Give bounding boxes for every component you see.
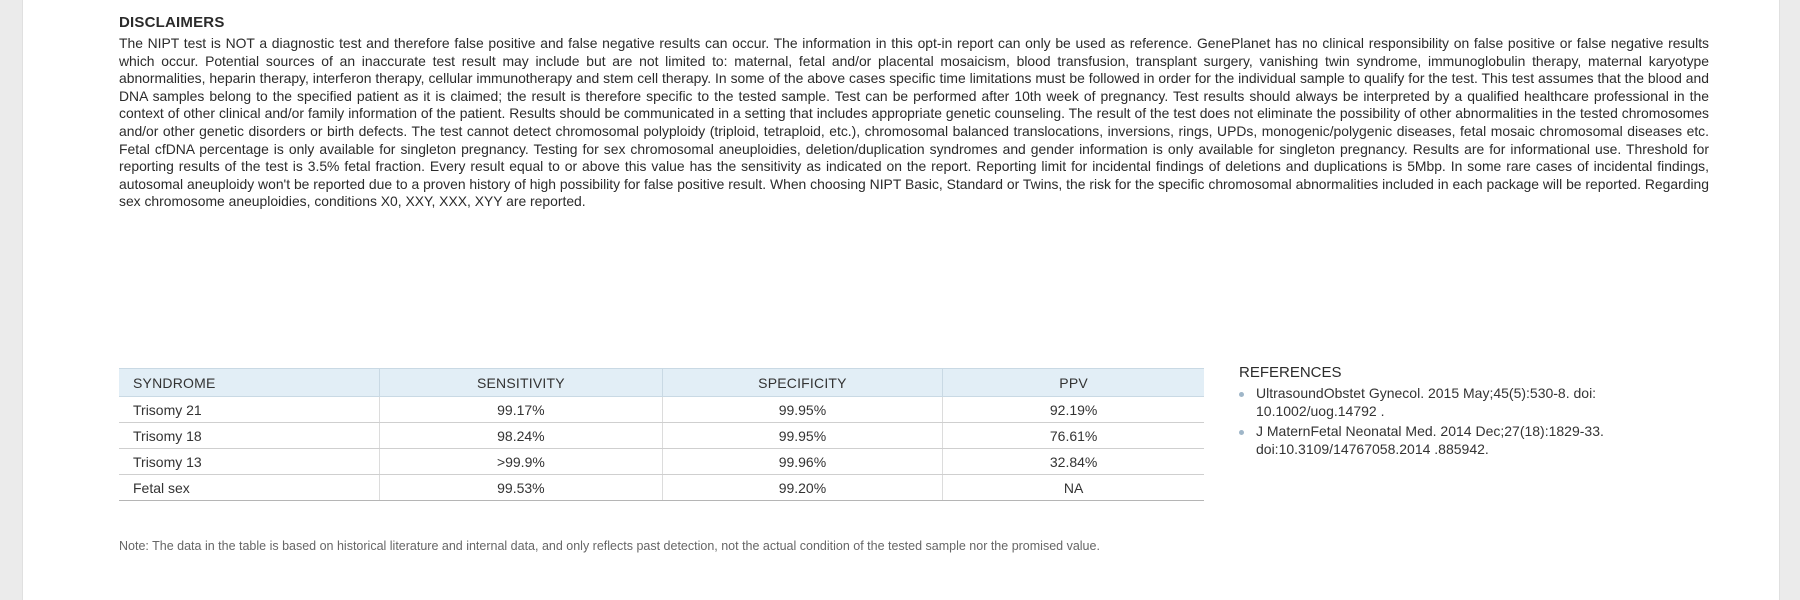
cell-specificity: 99.96% — [662, 449, 943, 475]
cell-syndrome: Trisomy 21 — [119, 397, 380, 423]
header-specificity: SPECIFICITY — [662, 369, 943, 397]
cell-ppv: 32.84% — [943, 449, 1204, 475]
cell-sensitivity: 98.24% — [380, 423, 663, 449]
header-syndrome: SYNDROME — [119, 369, 380, 397]
bullet-dot-icon — [1239, 392, 1244, 397]
cell-sensitivity: >99.9% — [380, 449, 663, 475]
references-list — [1239, 385, 1709, 458]
bullet-dot-icon — [1239, 430, 1244, 435]
cell-sensitivity: 99.17% — [380, 397, 663, 423]
header-sensitivity: SENSITIVITY — [380, 369, 663, 397]
cell-ppv: 76.61% — [943, 423, 1204, 449]
report-content — [119, 14, 1709, 553]
header-ppv: PPV — [943, 369, 1204, 397]
table-row — [119, 423, 1204, 449]
cell-specificity: 99.95% — [662, 423, 943, 449]
cell-ppv: 92.19% — [943, 397, 1204, 423]
reference-item — [1239, 423, 1709, 458]
table-row — [119, 397, 1204, 423]
cell-ppv: NA — [943, 475, 1204, 501]
disclaimers-heading: DISCLAIMERS — [119, 14, 225, 31]
cell-syndrome: Trisomy 13 — [119, 449, 380, 475]
table-row — [119, 475, 1204, 501]
table-note: Note: The data in the table is based on historical literature and internal data, and only reflects past detection, not the actual condition of the tested sample nor the promised value. — [119, 539, 1100, 553]
cell-syndrome: Trisomy 18 — [119, 423, 380, 449]
report-page — [22, 0, 1780, 600]
reference-text: UltrasoundObstet Gynecol. 2015 May;45(5):530-8. doi: 10.1002/uog.14792 . — [1256, 385, 1597, 419]
performance-table — [119, 368, 1204, 501]
cell-syndrome: Fetal sex — [119, 475, 380, 501]
reference-item — [1239, 385, 1709, 420]
references-heading: REFERENCES — [1239, 364, 1342, 381]
disclaimers-text: The NIPT test is NOT a diagnostic test and therefore false positive and false negative results can occur. The information in this opt-in report can only be used as reference. GenePlanet has no clinical responsibility on false positive or false negative results which occur. Potential sources of an inaccurate test result may include but are not limited to: maternal, fetal and/or placental mosaicism, blood transfusion, transplant surgery, vanishing twin syndrome, immunoglobulin therapy, maternal karyotype abnormalities, heparin therapy, interferon therapy, cellular immunotherapy and stem cell therapy. In some of the above cases specific time limitations must be followed in order for the individual sample to qualify for the test. This test assumes that the blood and DNA samples belong to the specified patient as it is claimed; the result is therefore specific to the tested sample. Test can be performed after 10th week of pregnancy. Test results should always be interpreted by a qualified healthcare professional in the context of other clinical and/or family information of the patient. Results should be communicated in a setting that includes appropriate genetic counseling. The result of the test does not eliminate the possibility of other abnormalities in the tested chromosomes and/or other genetic disorders or birth defects. The test cannot detect chromosomal polyploidy (triploid, tetraploid, etc.), chromosomal balanced translocations, inversions, rings, UPDs, monogenic/polygenic diseases, fetal mosaic chromosomal diseases etc. Fetal cfDNA percentage is only available for singleton pregnancy. Testing for sex chromosomal aneuploidies, deletion/duplication syndromes and gender information is only available for singleton pregnancy. Results are for informational use. Threshold for reporting results of the test is 3.5% fetal fraction. Every result equal to or above this value has the sensitivity as indicated on the report. Reporting limit for incidental findings of deletions and duplications is 5Mbp. In some rare cases of incidental findings, autosomal aneuploidy won't be reported due to a proven history of high possibility for false positive result. When choosing NIPT Basic, Standard or Twins, the risk for the specific chromosomal abnormalities included in each package will be reported. Regarding sex chromosome aneuploidies, conditions X0, XXY, XXX, XYY are reported. — [119, 35, 1709, 210]
cell-specificity: 99.95% — [662, 397, 943, 423]
cell-sensitivity: 99.53% — [380, 475, 663, 501]
table-header-row — [119, 369, 1204, 397]
references-section — [1239, 364, 1709, 461]
table-row — [119, 449, 1204, 475]
cell-specificity: 99.20% — [662, 475, 943, 501]
reference-text: J MaternFetal Neonatal Med. 2014 Dec;27(18):1829-33. doi:10.3109/14767058.2014 .885942. — [1256, 423, 1604, 457]
